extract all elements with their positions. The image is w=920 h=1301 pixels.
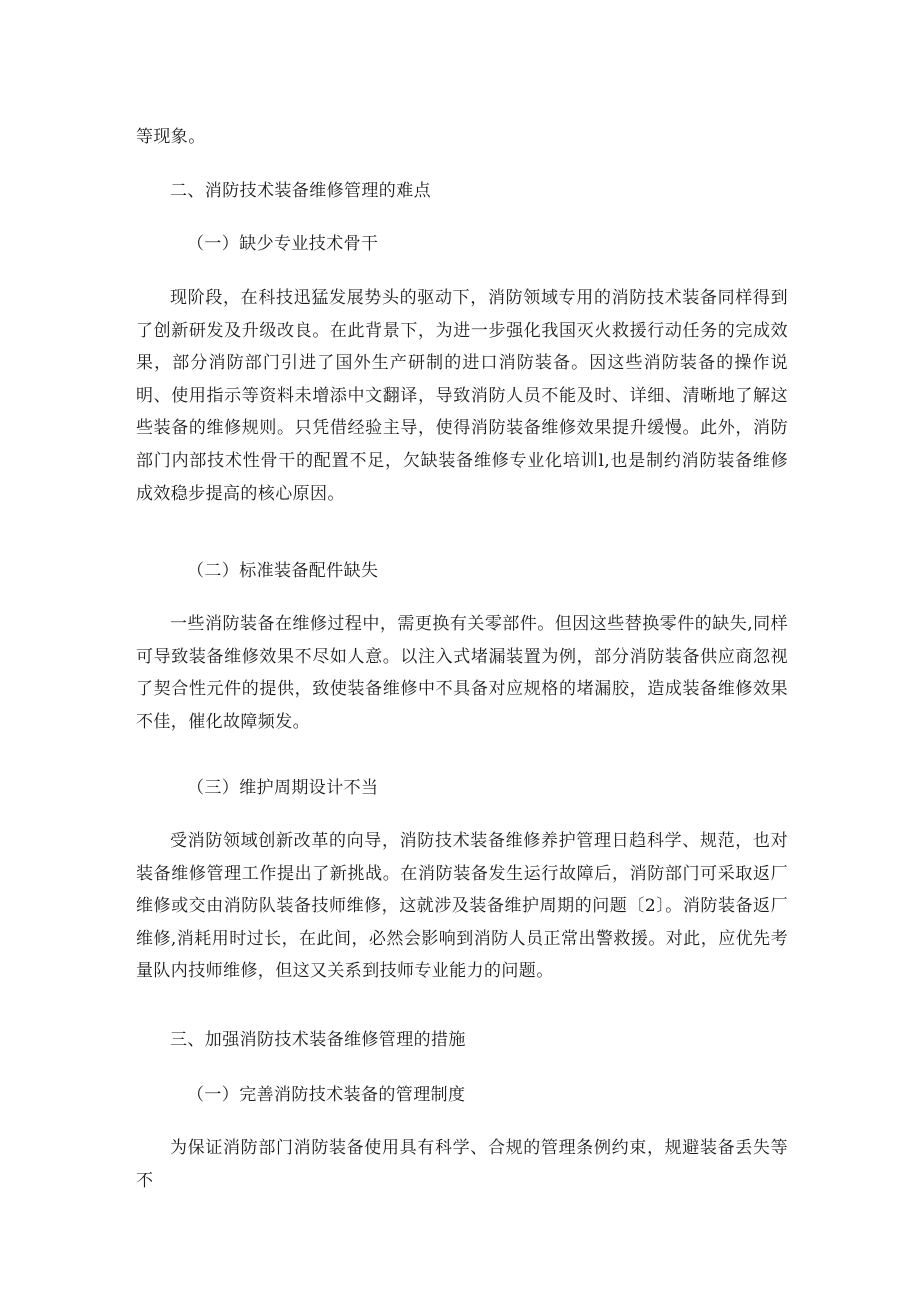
subsection-heading: （二）标准装备配件缺失 [187, 561, 379, 581]
section-heading: 三、加强消防技术装备维修管理的措施 [170, 1030, 466, 1050]
body-paragraph: 受消防领域创新改革的向导，消防技术装备维修养护管理日趋科学、规范，也对装备维修管理工作提出了新挑战。在消防装备发生运行故障后，消防部门可采取返厂维修或交由消防队装备技师维修，这就涉及装备维护周期的问题〔2〕。消防装备返厂维修,消耗用时过长，在此间，必然会影响到消防人员正常出警救援。对此，应优先考量队内技师维修，但这又关系到技师专业能力的问题。 [136, 831, 788, 982]
fragment-text: 等现象。 [136, 127, 206, 147]
body-paragraph: 为保证消防部门消防装备使用具有科学、合规的管理条例约束，规避装备丢失等不 [136, 1138, 788, 1191]
body-paragraph: 现阶段，在科技迅猛发展势头的驱动下，消防领域专用的消防技术装备同样得到了创新研发及升级改良。在此背景下，为进一步强化我国灭火救援行动任务的完成效果，部分消防部门引进了国外生产研制的进口消防装备。因这些消防装备的操作说明、使用指示等资料未增添中文翻译，导致消防人员不能及时、详细、清晰地了解这些装备的维修规则。只凭借经验主导，使得消防装备维修效果提升缓慢。此外，消防部门内部技术性骨干的配置不足，欠缺装备维修专业化培训l,也是制约消防装备维修成效稳步提高的核心原因。 [136, 288, 788, 504]
body-paragraph: 一些消防装备在维修过程中，需更换有关零部件。但因这些替换零件的缺失,同样可导致装备维修效果不尽如人意。以注入式堵漏装置为例，部分消防装备供应商忽视了契合性元件的提供，致使装备维修中不具备对应规格的堵漏胶，造成装备维修效果不佳，催化故障频发。 [136, 614, 788, 732]
subsection-heading: （一）缺少专业技术骨干 [187, 234, 379, 254]
section-heading: 二、消防技术装备维修管理的难点 [170, 181, 431, 201]
subsection-heading: （三）维护周期设计不当 [187, 778, 379, 798]
subsection-heading: （一）完善消防技术装备的管理制度 [187, 1085, 466, 1105]
